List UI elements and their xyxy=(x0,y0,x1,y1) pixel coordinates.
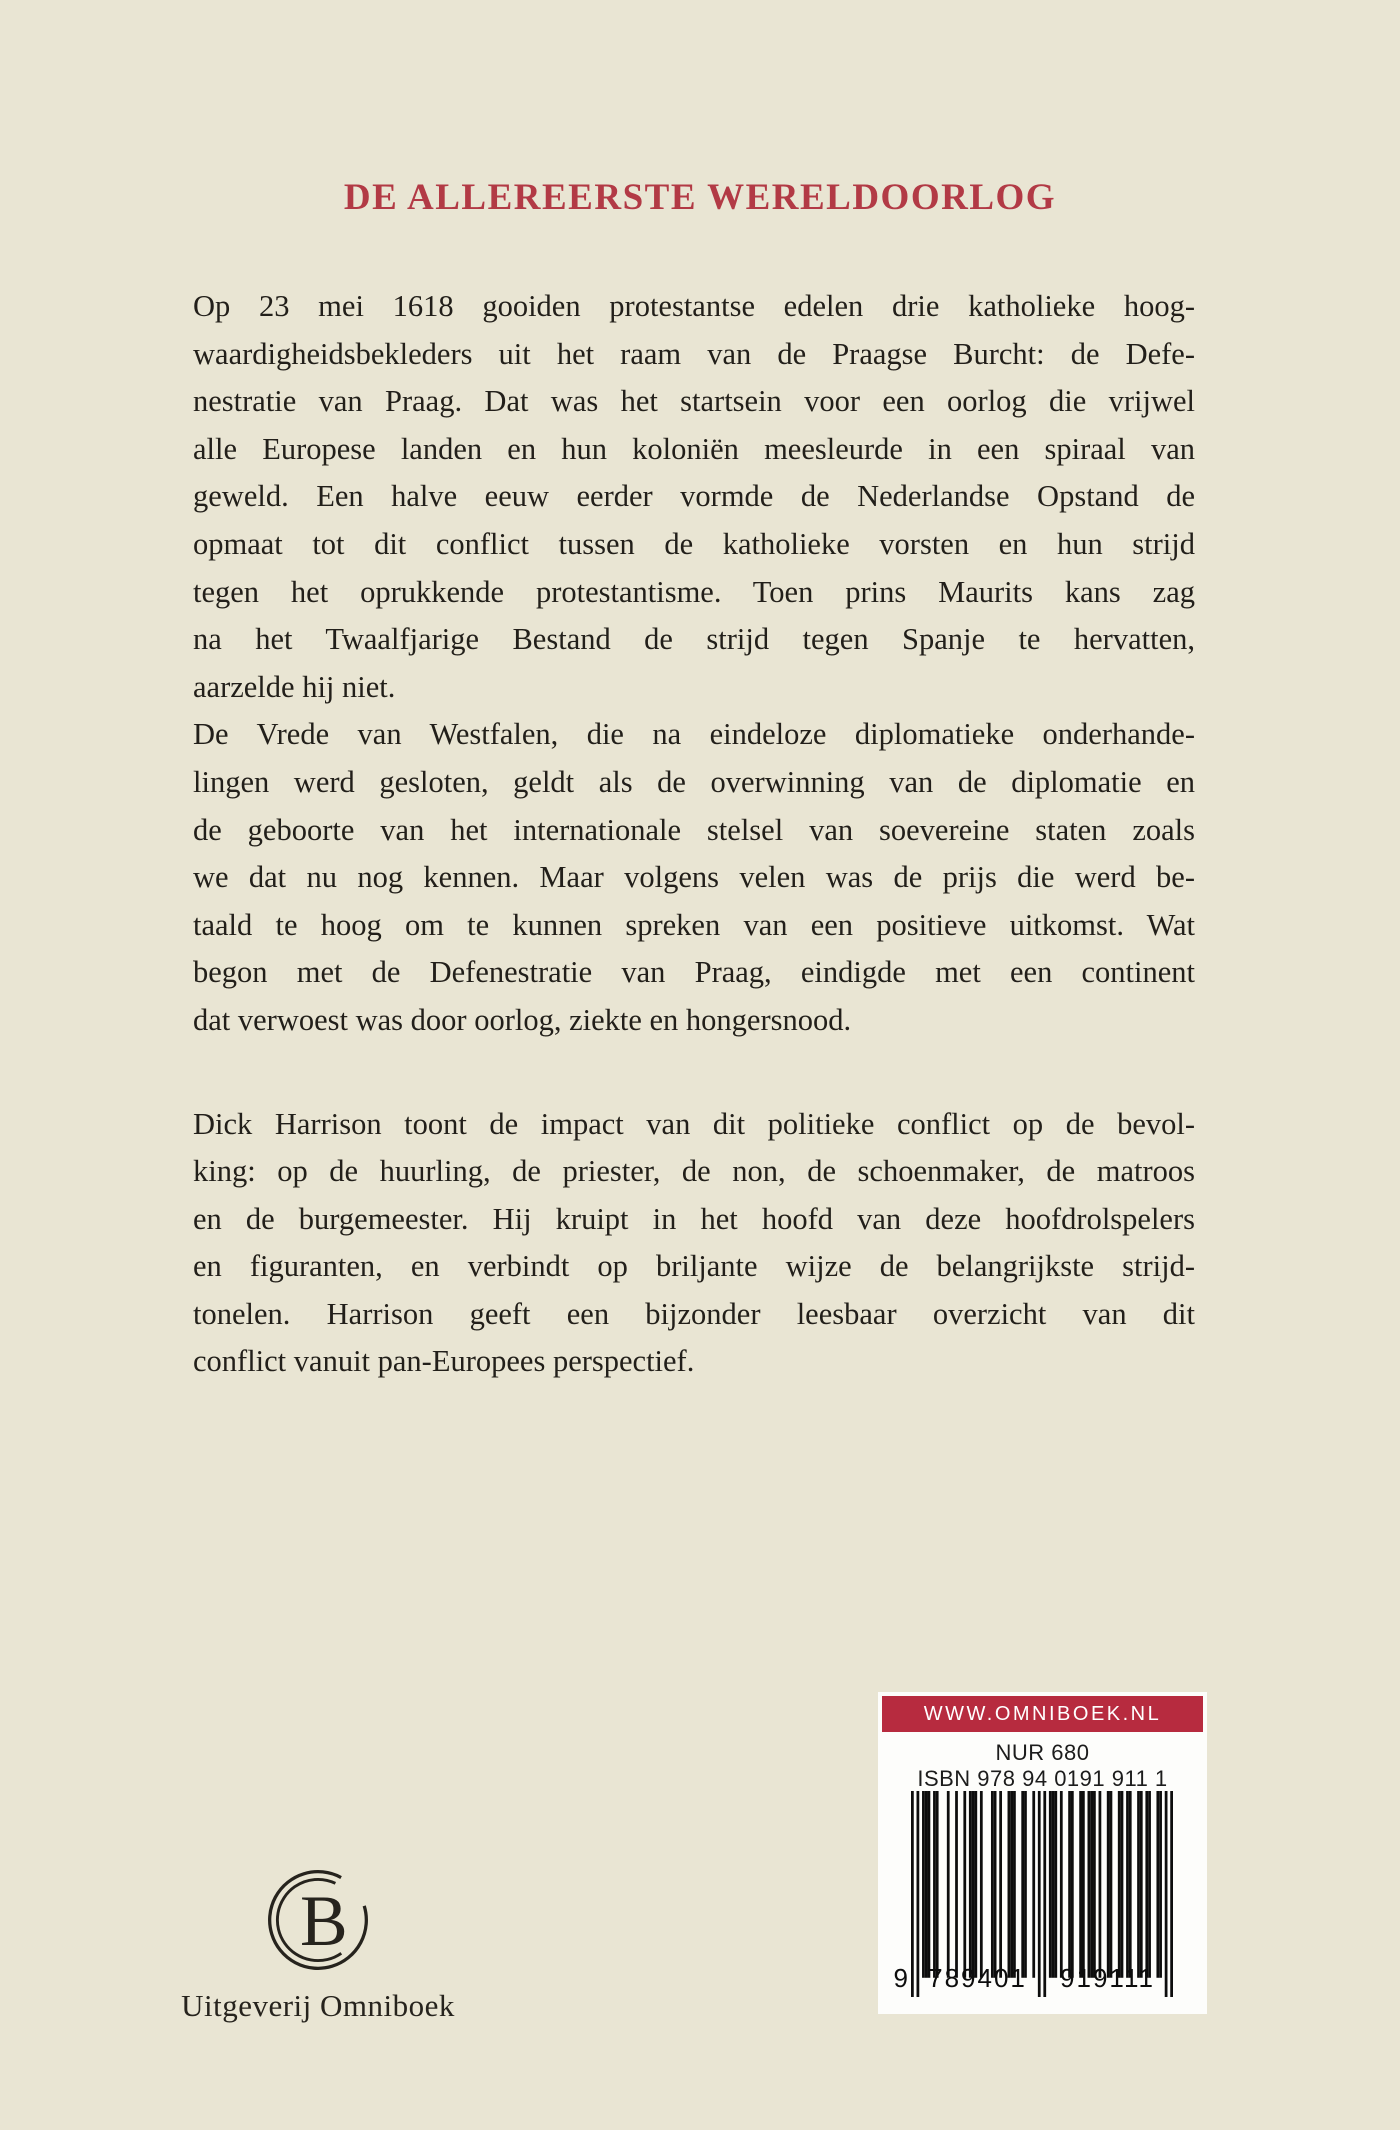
blurb-line: en figuranten, en verbindt op briljante wijze de belangrijkste strijd- xyxy=(193,1249,1195,1284)
publisher-name: Uitgeverij Omniboek xyxy=(181,1988,455,2023)
blurb-line: nestratie van Praag. Dat was het startsein voor een oorlog die vrijwel xyxy=(193,384,1195,419)
blurb-line: alle Europese landen en hun koloniën meesleurde in een spiraal van xyxy=(193,431,1195,466)
blurb-paragraph xyxy=(193,711,1195,1044)
blurb-line: tonelen. Harrison geeft een bijzonder leesbaar overzicht van dit xyxy=(193,1296,1195,1331)
blurb-line: aarzelde hij niet. xyxy=(193,669,396,704)
blurb-line: conflict vanuit pan-Europees perspectief. xyxy=(193,1344,695,1379)
isbn-label: ISBN 978 94 0191 911 1 xyxy=(917,1766,1168,1791)
barcode-digit-group-left: 789401 xyxy=(928,1963,1027,1993)
barcode-digit-first: 9 xyxy=(893,1963,908,1993)
book-title: DE ALLEREERSTE WERELDOORLOG xyxy=(343,177,1057,218)
blurb-line: waardigheidsbekleders uit het raam van de Praagse Burcht: de Defe- xyxy=(193,336,1195,371)
blurb-line: na het Twaalfjarige Bestand de strijd tegen Spanje te hervatten, xyxy=(193,622,1195,657)
blurb-line: De Vrede van Westfalen, die na eindeloze diplomatieke onderhande- xyxy=(193,717,1195,752)
blurb-paragraph xyxy=(193,283,1195,711)
blurb-paragraph xyxy=(193,1101,1195,1387)
publisher-block xyxy=(178,1862,458,2024)
publisher-logo-icon xyxy=(260,1862,376,1978)
blurb-line: en de burgemeester. Hij kruipt in het hoofd van deze hoofdrolspelers xyxy=(193,1201,1195,1236)
blurb-line: opmaat tot dit conflict tussen de katholieke vorsten en hun strijd xyxy=(193,526,1195,561)
blurb-line: begon met de Defenestratie van Praag, eindigde met een continent xyxy=(193,955,1195,990)
barcode-digit-group-right: 919111 xyxy=(1060,1963,1155,1993)
blurb-line: Dick Harrison toont de impact van dit politieke conflict op de bevol- xyxy=(193,1106,1195,1141)
website-banner: WWW.OMNIBOEK.NL xyxy=(882,1696,1203,1732)
blurb-line: Op 23 mei 1618 gooiden protestantse edelen drie katholieke hoog- xyxy=(193,289,1195,323)
publisher-logo-letter: B xyxy=(299,1882,348,1962)
blurb-line: we dat nu nog kennen. Maar volgens velen was de prijs die werd be- xyxy=(193,860,1195,895)
back-cover-blurb xyxy=(193,283,1195,1386)
nur-label: NUR 680 xyxy=(995,1740,1090,1765)
blurb-line: geweld. Een halve eeuw eerder vormde de Nederlandse Opstand de xyxy=(193,479,1195,514)
blurb-line: king: op de huurling, de priester, de non, de schoenmaker, de matroos xyxy=(193,1154,1195,1189)
blurb-line: taald te hoog om te kunnen spreken van een positieve uitkomst. Wat xyxy=(193,907,1195,942)
blurb-line: de geboorte van het internationale stelsel van soevereine staten zoals xyxy=(193,812,1195,847)
blurb-line: lingen werd gesloten, geldt als de overwinning van de diplomatie en xyxy=(193,764,1195,799)
ean-barcode xyxy=(893,1791,1173,1997)
barcode-panel xyxy=(878,1692,1207,2014)
blurb-line: dat verwoest was door oorlog, ziekte en hongersnood. xyxy=(193,1002,852,1037)
blurb-line: tegen het oprukkende protestantisme. Toen prins Maurits kans zag xyxy=(193,574,1195,609)
